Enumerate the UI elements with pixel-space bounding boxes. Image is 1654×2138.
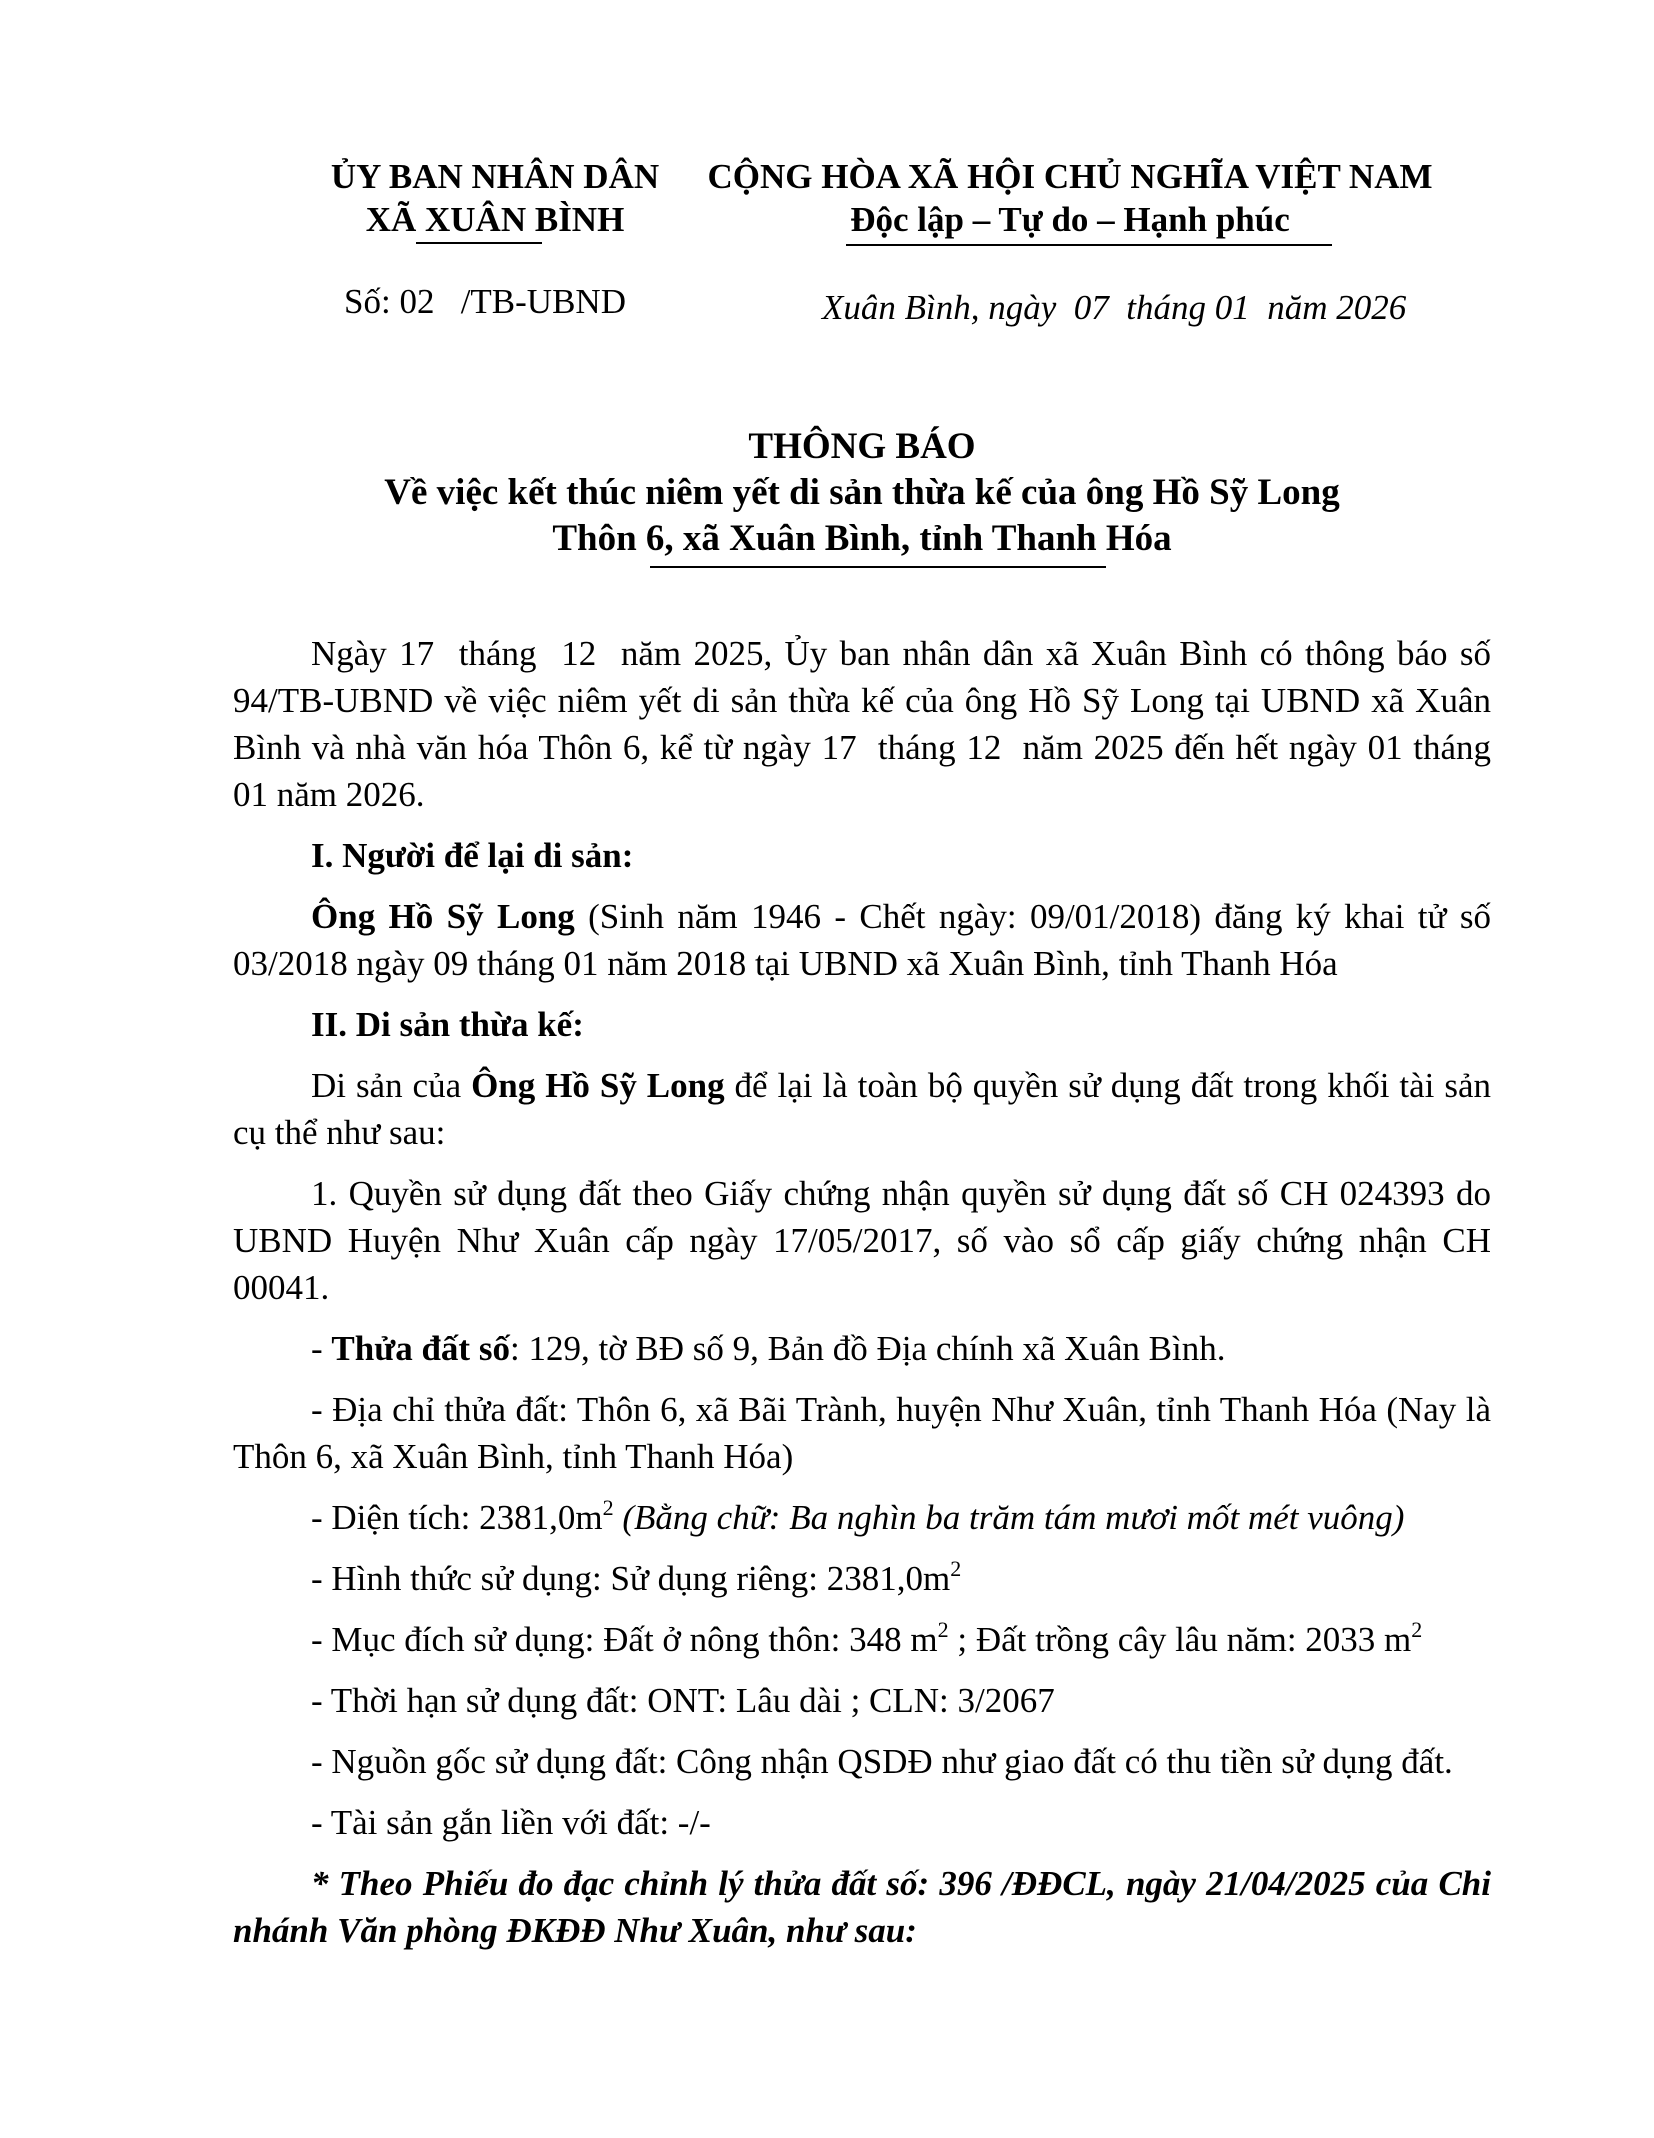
inheritance-prefix: Di sản của xyxy=(311,1066,472,1105)
national-title: CỘNG HÒA XÃ HỘI CHỦ NGHĨA VIỆT NAM xyxy=(707,157,1433,196)
attached-assets-line: - Tài sản gắn liền với đất: -/- xyxy=(311,1803,711,1842)
place-and-date: Xuân Bình, ngày 07 tháng 01 năm 2026 xyxy=(822,288,1407,327)
issuer-name: ỦY BAN NHÂN DÂN xyxy=(330,157,660,196)
section1-heading: I. Người để lại di sản: xyxy=(311,836,634,875)
national-motto: Độc lập – Tự do – Hạnh phúc xyxy=(850,200,1290,239)
inheritance-suffix: để lại là toàn bộ quyền sử dụng đất trong khối tài sản cụ thể như sau: xyxy=(233,1066,1491,1152)
issuer-underline xyxy=(416,242,542,244)
notice-body xyxy=(233,630,1509,1968)
certificate-paragraph: 1. Quyền sử dụng đất theo Giấy chứng nhận quyền sử dụng đất số CH 024393 do UBND Huyện Như Xuân cấp ngày 17/05/2017, số vào sổ cấp giấy chứng nhận CH 00041. xyxy=(233,1174,1491,1307)
notice-subject: Về việc kết thúc niêm yết di sản thừa kế của ông Hồ Sỹ Long xyxy=(384,472,1340,513)
purpose-sup-1: 2 xyxy=(937,1617,949,1642)
usage-purpose-line xyxy=(233,1616,1491,1663)
issuer-commune: XÃ XUÂN BÌNH xyxy=(365,200,625,239)
inheritance-owner-name: Ông Hồ Sỹ Long xyxy=(471,1066,725,1105)
area-in-words: (Bằng chữ: Ba nghìn ba trăm tám mươi mốt mét vuông) xyxy=(613,1498,1405,1537)
area-line xyxy=(233,1494,1491,1541)
area-value: - Diện tích: 2381,0m xyxy=(311,1498,603,1537)
notice-title: THÔNG BÁO xyxy=(748,426,976,467)
usage-form-value: - Hình thức sử dụng: Sử dụng riêng: 2381,0m xyxy=(311,1559,951,1598)
survey-note: * Theo Phiếu đo đạc chỉnh lý thửa đất số: 396 /ĐĐCL, ngày 21/04/2025 của Chi nhánh Văn phòng ĐKĐĐ Như Xuân, như sau: xyxy=(233,1864,1491,1950)
purpose-sup-2: 2 xyxy=(1411,1617,1423,1642)
motto-underline xyxy=(846,244,1332,246)
intro-paragraph: Ngày 17 tháng 12 năm 2025, Ủy ban nhân dân xã Xuân Bình có thông báo số 94/TB-UBND về việc niêm yết di sản thừa kế của ông Hồ Sỹ Long tại UBND xã Xuân Bình và nhà văn hóa Thôn 6, kể từ ngày 17 tháng 12 năm 2025 đến hết ngày 01 tháng 01 năm 2026. xyxy=(233,634,1509,814)
land-origin-line: - Nguồn gốc sử dụng đất: Công nhận QSDĐ như giao đất có thu tiền sử dụng đất. xyxy=(311,1742,1453,1781)
deceased-paragraph xyxy=(233,893,1491,987)
purpose-residential: - Mục đích sử dụng: Đất ở nông thôn: 348 m xyxy=(311,1620,938,1659)
deceased-details: (Sinh năm 1946 - Chết ngày: 09/01/2018) đăng ký khai tử số 03/2018 ngày 09 tháng 01 năm 2018 tại UBND xã Xuân Bình, tỉnh Thanh Hóa xyxy=(233,897,1491,983)
inheritance-paragraph xyxy=(233,1062,1491,1156)
usage-term-line: - Thời hạn sử dụng đất: ONT: Lâu dài ; CLN: 3/2067 xyxy=(311,1681,1055,1720)
deceased-name: Ông Hồ Sỹ Long xyxy=(311,897,575,936)
notice-location: Thôn 6, xã Xuân Bình, tỉnh Thanh Hóa xyxy=(552,518,1172,559)
usage-form-line xyxy=(233,1555,1491,1602)
section2-heading: II. Di sản thừa kế: xyxy=(311,1005,584,1044)
area-unit-sup: 2 xyxy=(602,1495,614,1520)
parcel-label: Thửa đất số xyxy=(331,1329,510,1368)
parcel-address-line: - Địa chỉ thửa đất: Thôn 6, xã Bãi Trành, huyện Như Xuân, tỉnh Thanh Hóa (Nay là Thôn 6, xã Xuân Bình, tỉnh Thanh Hóa) xyxy=(233,1390,1491,1476)
title-underline xyxy=(650,566,1106,568)
usage-form-sup: 2 xyxy=(950,1556,962,1581)
document-number: Số: 02 /TB-UBND xyxy=(344,282,626,321)
parcel-value: : 129, tờ BĐ số 9, Bản đồ Địa chính xã Xuân Bình. xyxy=(509,1329,1226,1368)
parcel-number-line xyxy=(233,1325,1491,1372)
purpose-perennial: ; Đất trồng cây lâu năm: 2033 m xyxy=(948,1620,1412,1659)
parcel-dash: - xyxy=(311,1329,332,1368)
